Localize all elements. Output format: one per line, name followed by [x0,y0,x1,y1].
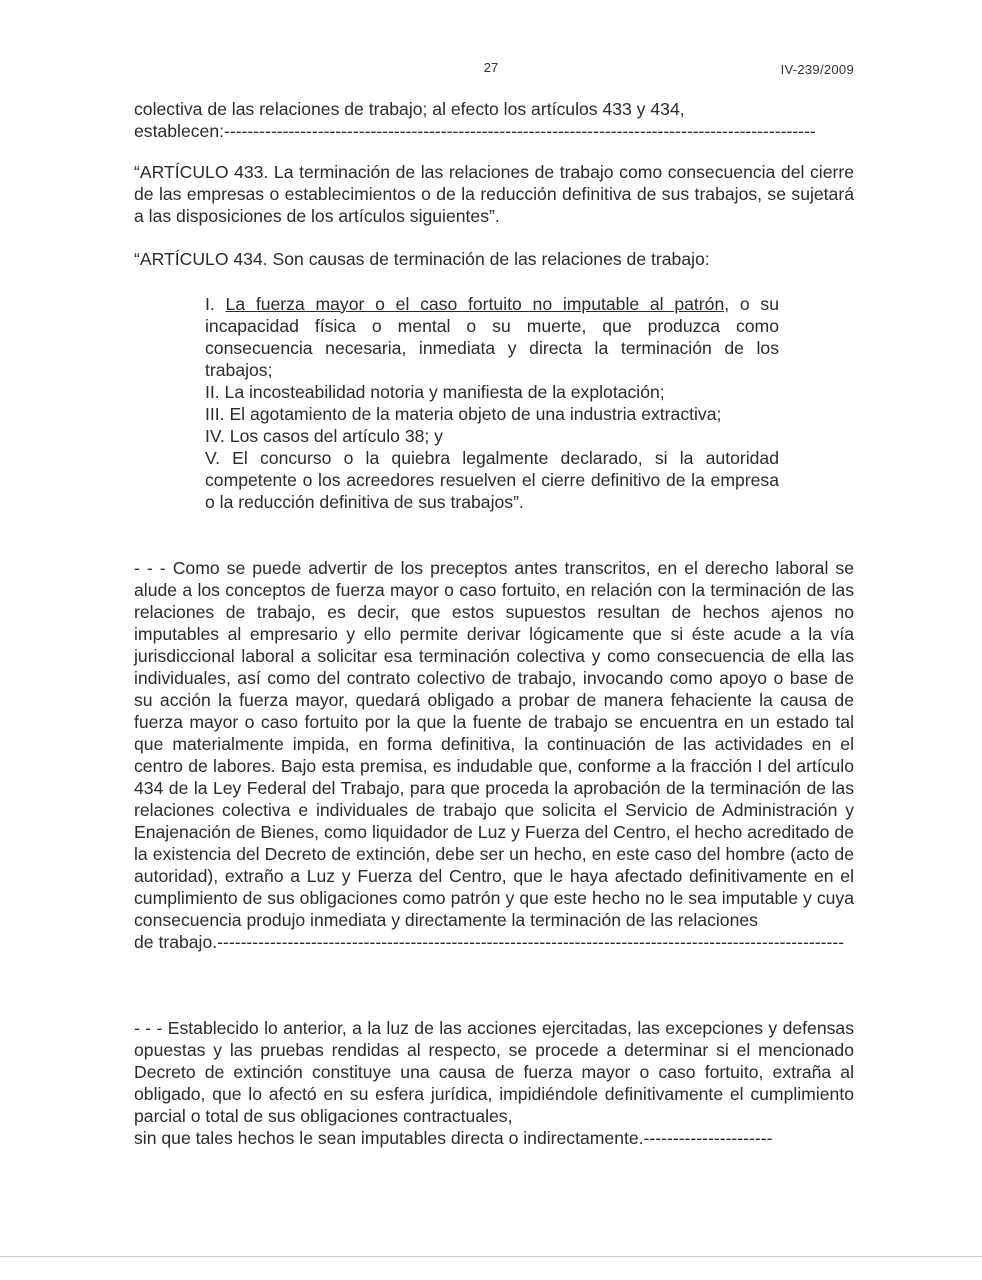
analysis-last-line: de trabajo.----------------------------------------------------------------------------------------------------------- [134,932,845,952]
fraction-1-prefix: I. [205,294,226,314]
article-434-heading: “ARTÍCULO 434. Son causas de terminación de las relaciones de trabajo: [134,249,710,269]
conclusion-last-line: sin que tales hechos le sean imputables directa o indirectamente.---------------------- [134,1128,773,1148]
fraction-3: III. El agotamiento de la materia objeto de una industria extractiva; [205,404,722,424]
intro-paragraph [134,98,854,142]
fraction-1-rest: o su incapacidad física o mental o su muerte, que produzca como consecuencia necesaria, inmediata y directa la terminación de los trabajos; [205,294,779,380]
fraction-4: IV. Los casos del artículo 38; y [205,426,443,446]
article-433-text: “ARTÍCULO 433. La terminación de las relaciones de trabajo como consecuencia del cierre de las empresas o establecimientos o de la reducción definitiva de sus trabajos, se sujetará a las disposiciones de los artículos siguientes”. [134,162,854,226]
page-number: 27 [483,60,499,75]
fraction-1 [205,293,779,381]
fraction-2: II. La incosteabilidad notoria y manifiesta de la explotación; [205,382,665,402]
article-434-fractions [205,293,779,513]
article-433-quote [134,161,854,227]
intro-dash-line: establecen:----------------------------------------------------------------------------------------------------- [134,121,816,141]
conclusion-text: - - - Establecido lo anterior, a la luz de las acciones ejercitadas, las excepciones y defensas opuestas y las pruebas rendidas al respecto, se procede a determinar si el mencionado Decreto de extinción constituye una causa de fuerza mayor o caso fortuito, extraña al obligado, que lo afectó en su esfera jurídica, impidiéndole definitivamente el cumplimiento parcial o total de sus obligaciones contractuales, [134,1018,854,1126]
intro-line: colectiva de las relaciones de trabajo; al efecto los artículos 433 y 434, [134,99,685,119]
fraction-5: V. El concurso o la quiebra legalmente declarado, si la autoridad competente o los acreedores resuelven el cierre definitivo de la empresa o la reducción definitiva de sus trabajos”. [205,448,779,512]
scan-edge-line [0,1256,982,1257]
fraction-1-underlined: La fuerza mayor o el caso fortuito no imputable al patrón, [225,294,730,314]
analysis-paragraph [134,557,854,953]
article-434-heading-block [134,248,854,270]
analysis-text: - - - Como se puede advertir de los preceptos antes transcritos, en el derecho laboral se alude a los conceptos de fuerza mayor o caso fortuito, en relación con la terminación de las relaciones de trabajo, es decir, que estos supuestos resultan de hechos ajenos no imputables al empresario y ello permite derivar lógicamente que si éste acude a la vía jurisdiccional laboral a solicitar esa terminación colectiva y como consecuencia de ella las individuales, así como del contrato colectivo de trabajo, invocando como apoyo o base de su acción la fuerza mayor, quedará obligado a probar de manera fehaciente la causa de fuerza mayor o caso fortuito por la que la fuente de trabajo se encuentra en un estado tal que materialmente impida, en forma definitiva, la continuación de las actividades en el centro de labores. Bajo esta premisa, es indudable que, conforme a la fracción I del artículo 434 de la Ley Federal del Trabajo, para que proceda la aprobación de la terminación de las relaciones colectiva e individuales de trabajo que solicita el Servicio de Administración y Enajenación de Bienes, como liquidador de Luz y Fuerza del Centro, el hecho acreditado de la existencia del Decreto de extinción, debe ser un hecho, en este caso del hombre (acto de autoridad), extraño a Luz y Fuerza del Centro, que le haya afectado definitivamente en el cumplimiento de sus obligaciones como patrón y que este hecho no le sea imputable y cuya consecuencia produjo inmediata y directamente la terminación de las relaciones [134,558,854,930]
conclusion-paragraph [134,1017,854,1149]
file-number: IV-239/2009 [780,62,854,77]
